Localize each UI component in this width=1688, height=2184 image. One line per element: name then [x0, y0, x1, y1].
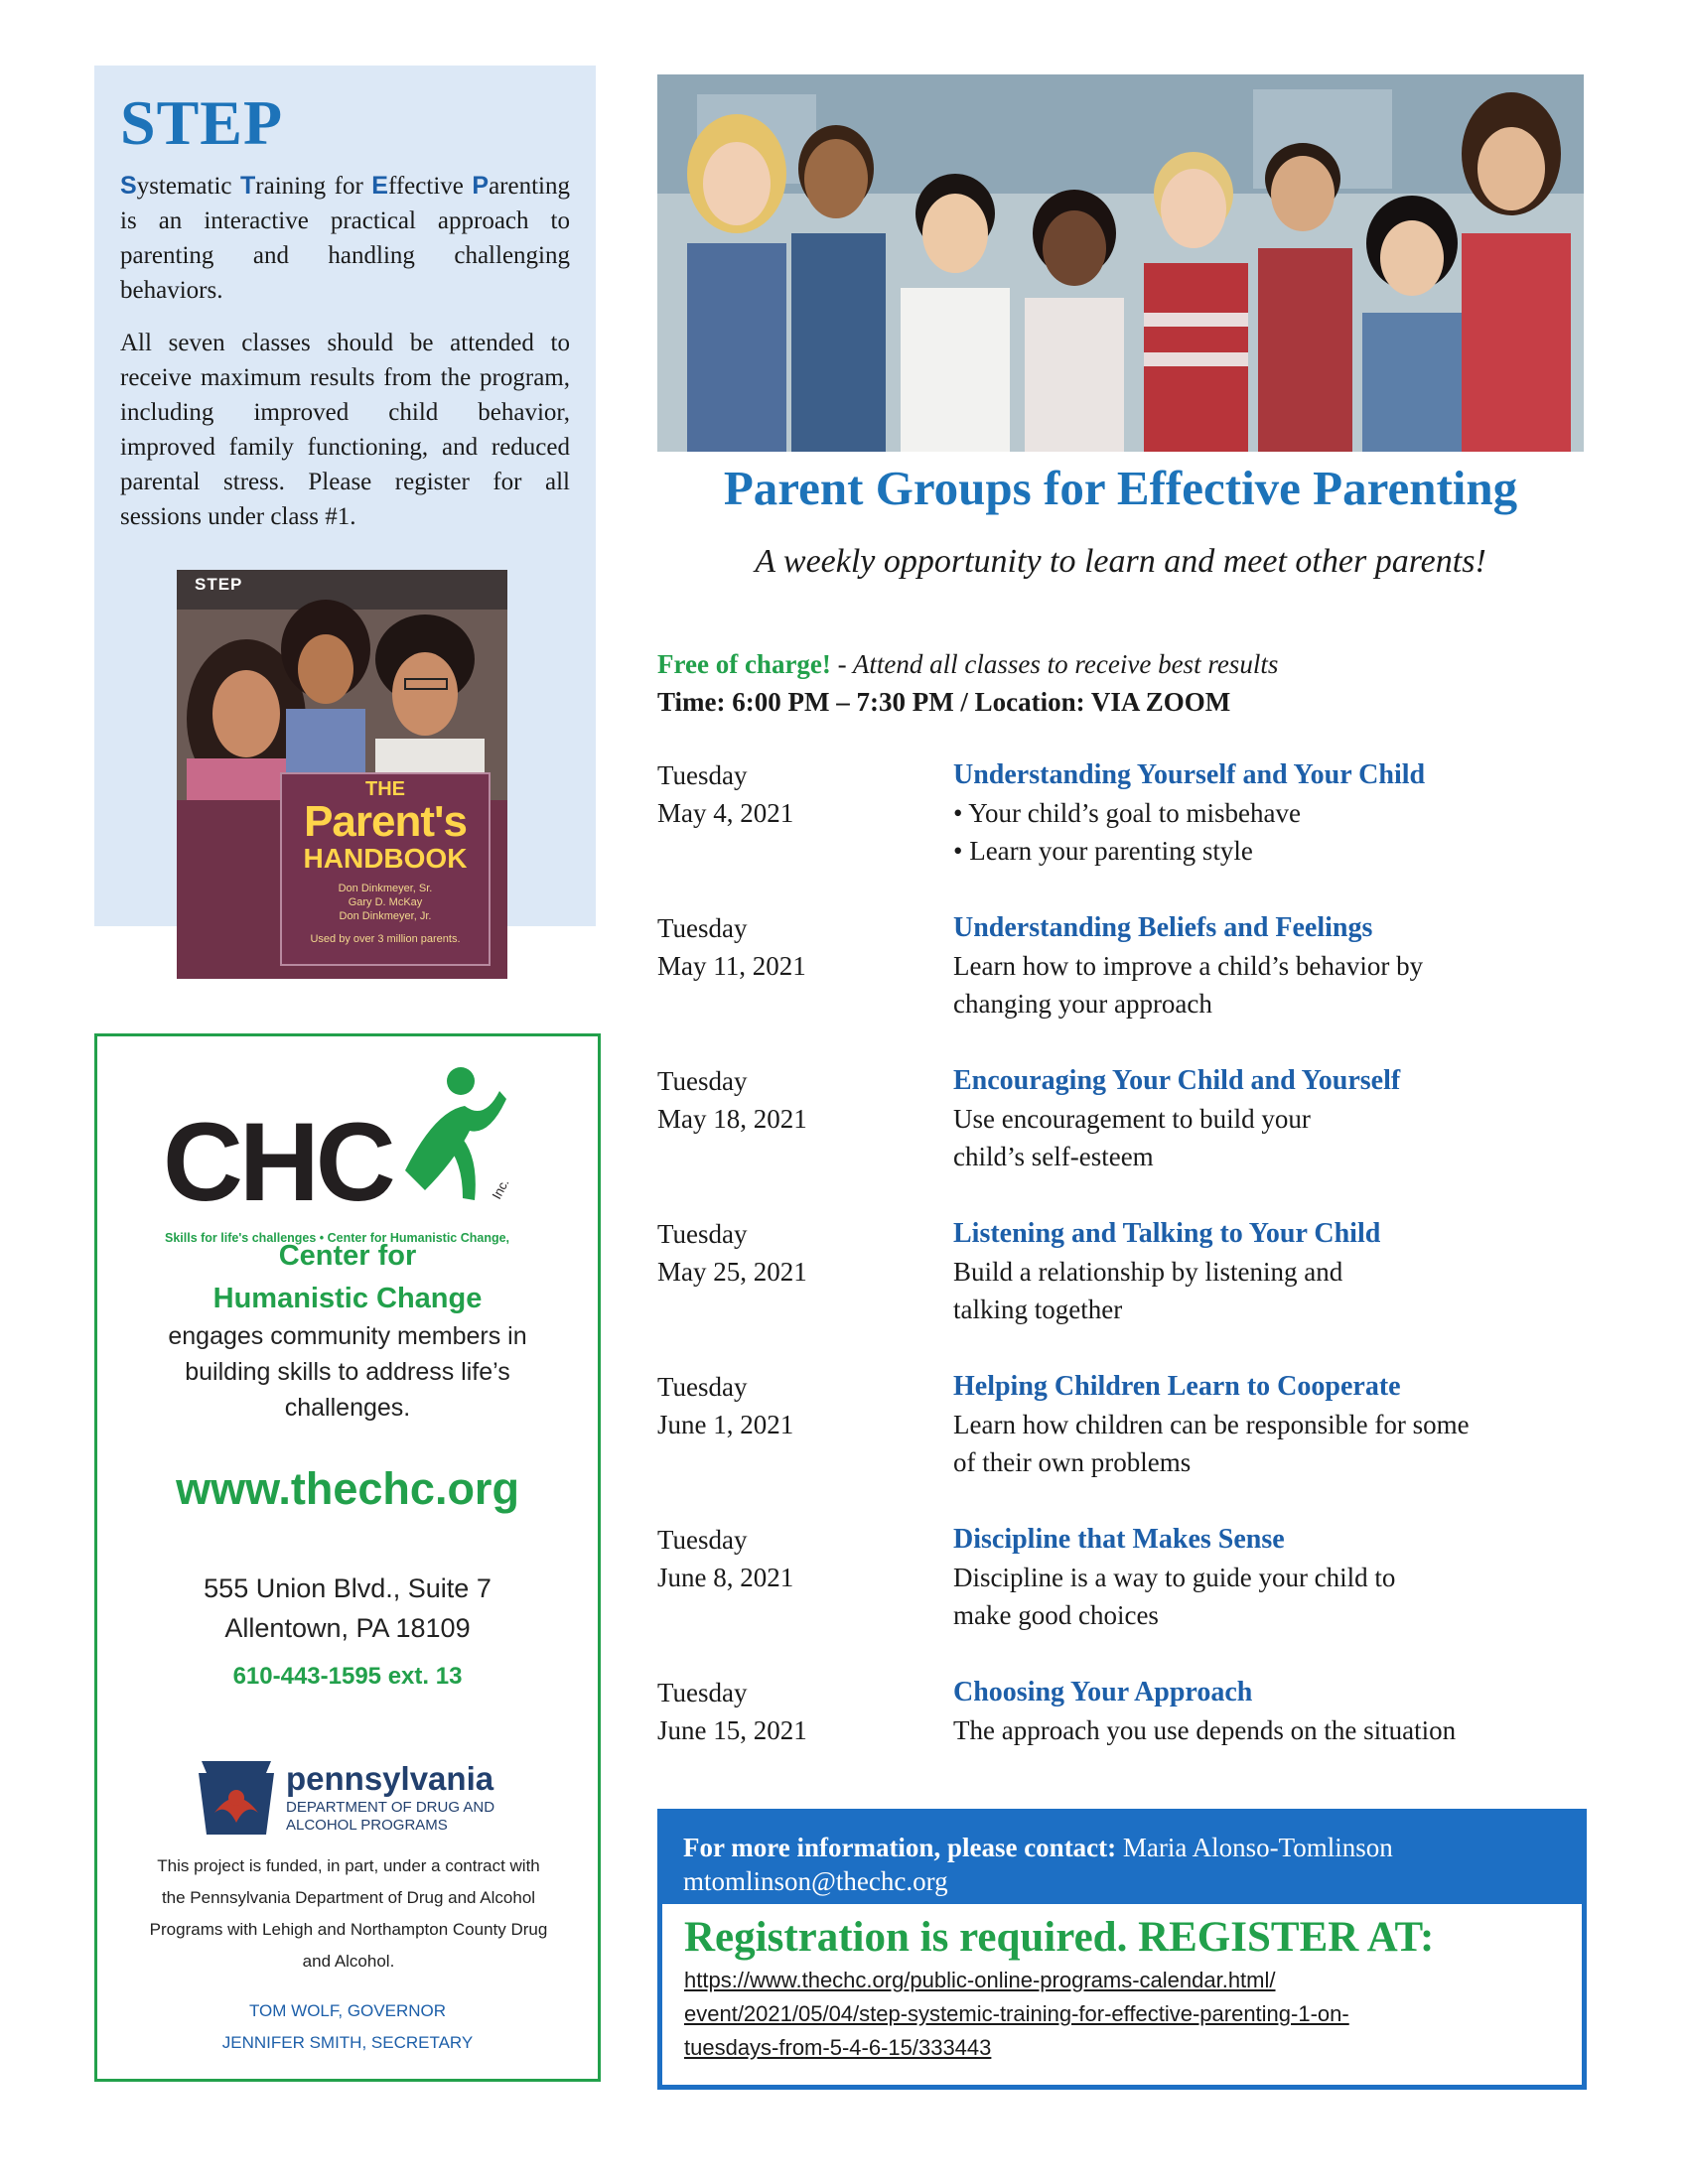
registration-link[interactable]: https://www.thechc.org/public-online-programs-calendar.html/ event/2021/05/04/step-systemic-training-for-effective-parenting-1-on- tuesdays-from-5-4-6-15/333443 [684, 1968, 1349, 2060]
parents-handbook-cover [177, 570, 507, 979]
session-title: Discipline that Makes Sense [953, 1524, 1285, 1555]
step-attendance-note: All seven classes should be attended to receive maximum results from the program, including improved child behavior, improved family functioning, and reduced parental stress. Please register for all sessions under class #1. [120, 330, 570, 530]
session-item: Tuesday June 8, 2021 Discipline that Makes Sense Discipline is a way to guide your child to make good choices [657, 1521, 1591, 1674]
chc-description: engages community members in building skills to address life’s challenges. [168, 1322, 527, 1422]
book-title-block: THE Parent's HANDBOOK Don Dinkmeyer, Sr. Gary D. McKay Don Dinkmeyer, Jr. Used by over 3 million parents. [280, 772, 491, 966]
chc-logo-inc: Inc. [489, 1175, 512, 1202]
chc-name: Center for Humanistic Change [212, 1240, 483, 1314]
session-item: Tuesday May 4, 2021 Understanding Yourself and Your Child • Your child’s goal to misbehave • Learn your parenting style [657, 756, 1591, 909]
chc-logo [157, 1051, 554, 1260]
session-schedule [657, 756, 1591, 1827]
book-step-logo: STEP [195, 575, 243, 594]
children-hero-photo [657, 74, 1584, 452]
attend-note: - Attend all classes to receive best results [830, 649, 1279, 679]
book-authors: Don Dinkmeyer, Sr. Gary D. McKay Don Dinkmeyer, Jr. [338, 883, 433, 922]
session-item: Tuesday June 1, 2021 Helping Children Learn to Cooperate Learn how children can be responsible for some of their own problems [657, 1368, 1591, 1521]
pa-department-name: pennsylvania [286, 1760, 494, 1797]
contact-email-link[interactable]: mtomlinson@thechc.org [683, 1866, 948, 1896]
step-intro: Systematic Training for Effective Parenting is an interactive practical approach to parenting and handling challenging behaviors. [120, 172, 570, 304]
time-location: Time: 6:00 PM – 7:30 PM / Location: VIA ZOOM [657, 687, 1231, 717]
chc-info-box [94, 1033, 601, 2082]
session-item: Tuesday May 25, 2021 Listening and Talking to Your Child Build a relationship by listening and talking together [657, 1215, 1591, 1368]
book-cover-photo [177, 570, 507, 800]
contact-info: For more information, please contact: Maria Alonso-Tomlinson mtomlinson@thechc.org [683, 1831, 1557, 1898]
funding-statement: This project is funded, in part, under a contract with the Pennsylvania Department of Drug and Alcohol Programs with Lehigh and Northampton County Drug and Alcohol. [149, 1856, 548, 1971]
step-info-box [94, 66, 596, 945]
page-subheading: A weekly opportunity to learn and meet other parents! [755, 543, 1486, 580]
session-title: Understanding Beliefs and Feelings [953, 912, 1373, 943]
session-item: Tuesday May 11, 2021 Understanding Beliefs and Feelings Learn how to improve a child’s behavior by changing your approach [657, 909, 1591, 1062]
step-title: STEP [120, 87, 284, 158]
officials: TOM WOLF, GOVERNOR JENNIFER SMITH, SECRETARY [221, 2001, 474, 2052]
page-heading: Parent Groups for Effective Parenting [723, 461, 1518, 515]
session-title: Helping Children Learn to Cooperate [953, 1371, 1401, 1402]
registration-box [657, 1809, 1587, 2090]
chc-address: 555 Union Blvd., Suite 7 Allentown, PA 18109 [204, 1573, 492, 1643]
chc-logo-tagline: Skills for life's challenges • Center for Humanistic Change, [165, 1231, 510, 1245]
session-title: Listening and Talking to Your Child [953, 1218, 1381, 1249]
session-title: Encouraging Your Child and Yourself [953, 1065, 1401, 1096]
session-item: Tuesday June 15, 2021 Choosing Your Approach The approach you use depends on the situation [657, 1674, 1591, 1827]
pa-department-subtitle: DEPARTMENT OF DRUG AND ALCOHOL PROGRAMS [286, 1799, 495, 1834]
free-of-charge-line [657, 647, 1278, 681]
session-title: Choosing Your Approach [953, 1677, 1253, 1707]
session-item: Tuesday May 18, 2021 Encouraging Your Child and Yourself Use encouragement to build your child’s self-esteem [657, 1062, 1591, 1215]
session-title: Understanding Yourself and Your Child [953, 759, 1426, 790]
chc-logo-text: CHC [163, 1100, 392, 1224]
free-label: Free of charge! [657, 649, 831, 679]
registration-title: Registration is required. REGISTER AT: [684, 1914, 1435, 1961]
chc-website-link[interactable]: www.thechc.org [176, 1463, 519, 1514]
chc-phone: 610-443-1595 ext. 13 [232, 1663, 463, 1690]
registration-panel [662, 1904, 1582, 2085]
